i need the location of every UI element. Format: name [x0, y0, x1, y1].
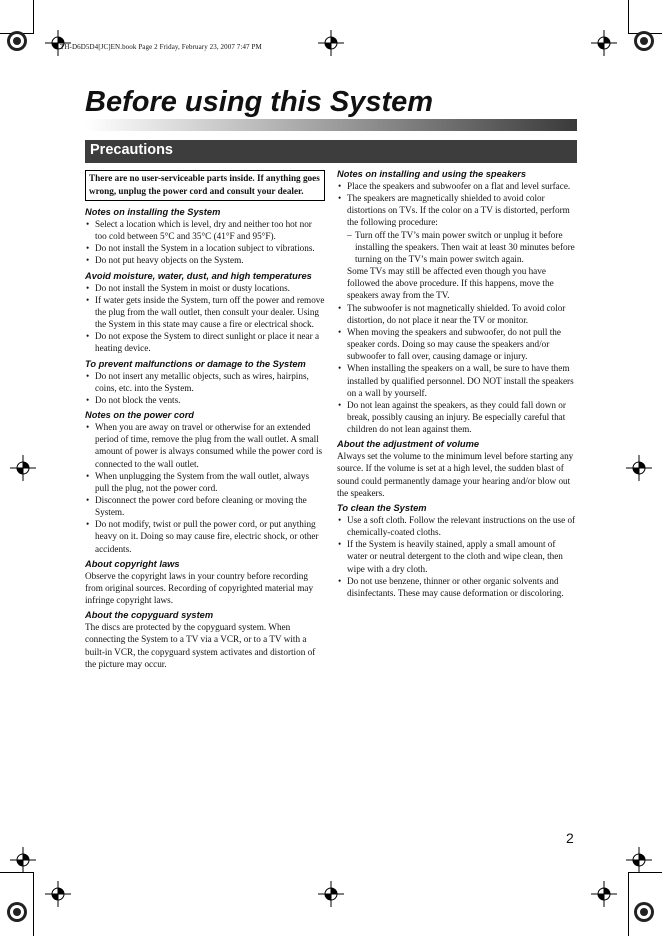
- section-heading: Avoid moisture, water, dust, and high temperatures: [85, 270, 312, 281]
- crosshair-mark-icon: [318, 30, 344, 56]
- list-item: • Do not insert any metallic objects, such as wires, hairpins, coins, etc. into the System.: [85, 370, 325, 394]
- list-item: • Select a location which is level, dry and neither too hot nor too cold between 5°C and 35°C (41°F and 95°F).: [85, 218, 325, 242]
- warning-box: There are no user-serviceable parts inside. If anything goes wrong, unplug the power cord and consult your dealer.: [85, 170, 325, 201]
- list-item: • Do not modify, twist or pull the power cord, or put anything heavy on it. Doing so may cause fire, electric shock, or other accidents.: [85, 518, 325, 554]
- bullet-list: [85, 421, 325, 555]
- section-heading: To prevent malfunctions or damage to the System: [85, 358, 306, 369]
- bullet-list: [85, 218, 325, 267]
- book-header-line: TH-D6D5D4[JC]EN.book Page 2 Friday, February 23, 2007 7:47 PM: [60, 43, 262, 51]
- list-item-text: • The speakers are magnetically shielded to avoid color distortions on TVs. If the color on a TV is distorted, perform the following procedure:: [347, 193, 570, 228]
- list-item: • Do not install the System in moist or dusty locations.: [85, 282, 325, 294]
- crosshair-mark-icon: [318, 881, 344, 907]
- list-item: • Do not expose the System to direct sunlight or place it near a heating device.: [85, 330, 325, 354]
- page-number: 2: [566, 830, 574, 846]
- crosshair-mark-icon: [591, 881, 617, 907]
- list-item: • When unplugging the System from the wall outlet, always pull the plug, not the power cord.: [85, 470, 325, 494]
- left-column: [85, 170, 325, 673]
- crosshair-mark-icon: [591, 30, 617, 56]
- section-heading: Notes on installing and using the speakers: [337, 169, 527, 179]
- list-item-note: Some TVs may still be affected even though you have followed the above procedure. If this happens, move the speakers away from the TV.: [347, 266, 554, 301]
- crosshair-mark-icon: [45, 881, 71, 907]
- list-item: • When installing the speakers on a wall, be sure to have them installed by qualified personnel. DO NOT install the speakers on a wall by yourself.: [337, 362, 577, 398]
- crop-mark: [628, 0, 629, 34]
- crosshair-mark-icon: [10, 847, 36, 873]
- bullet-list: [337, 514, 577, 599]
- list-item: • Do not use benzene, thinner or other organic solvents and disinfectants. These may cause deformation or discoloring.: [337, 575, 577, 599]
- list-item: • If water gets inside the System, turn off the power and remove the plug from the wall outlet, then consult your dealer. Using the System in this state may cause a fire or electrical shock.: [85, 294, 325, 330]
- bullet-list: [85, 282, 325, 355]
- list-item: • If the System is heavily stained, apply a small amount of water or neutral detergent to the cloth and wipe clean, then wipe with a dry cloth.: [337, 538, 577, 574]
- procedure-step: [337, 229, 577, 265]
- list-item: • When you are away on travel or otherwise for an extended period of time, remove the plug from the wall outlet. A small amount of power is always consumed while the power cord is connected to the wall outlet.: [85, 421, 325, 470]
- crosshair-mark-icon: [626, 847, 652, 873]
- list-item: • Do not install the System in a location subject to vibrations.: [85, 242, 325, 254]
- registration-mark-icon: [631, 899, 657, 925]
- page-title: Before using this System: [85, 86, 434, 118]
- crop-mark: [33, 0, 34, 34]
- crosshair-mark-icon: [10, 455, 36, 481]
- right-column: [337, 165, 577, 602]
- section-heading: About the adjustment of volume: [337, 439, 480, 450]
- section-heading: About the copyguard system: [85, 610, 214, 621]
- registration-mark-icon: [631, 28, 657, 54]
- list-item: • When moving the speakers and subwoofer, do not pull the speaker cords. Doing so may cause the speakers and/or subwoofer to fall over, causing damage or injury.: [337, 326, 577, 362]
- crop-mark: [33, 872, 34, 936]
- section-title: Precautions: [90, 142, 173, 158]
- list-item: • Do not put heavy objects on the System.: [85, 254, 325, 266]
- section-heading: To clean the System: [337, 502, 427, 513]
- section-header: [85, 140, 577, 163]
- paragraph: Observe the copyright laws in your country before recording from original sources. Recording of copyrighted material may infringe copyright laws.: [85, 570, 314, 606]
- paragraph: The discs are protected by the copyguard system. When connecting the System to a TV via a VCR, or to a TV with a built-in VCR, the copyguard system activates and distortion of the picture may occur.: [85, 622, 316, 669]
- list-item: • Do not block the vents.: [85, 394, 325, 406]
- dash-marker: –: [347, 229, 352, 240]
- registration-mark-icon: [4, 28, 30, 54]
- list-item: • Do not lean against the speakers, as they could fall down or break, possibly causing an injury. Be especially careful that children do not lean against them.: [337, 399, 577, 435]
- list-item: • Place the speakers and subwoofer on a flat and level surface.: [337, 180, 577, 192]
- list-item: • The subwoofer is not magnetically shielded. To avoid color distortion, do not place it near the TV or monitor.: [337, 302, 577, 326]
- bullet-list: [337, 180, 577, 435]
- crosshair-mark-icon: [626, 455, 652, 481]
- procedure-step-text: Turn off the TV’s main power switch or unplug it before installing the speakers. Then wait at least 30 minutes before turning on the TV’s main power switch again.: [355, 229, 575, 264]
- list-item: • Disconnect the power cord before cleaning or moving the System.: [85, 494, 325, 518]
- crop-mark: [628, 872, 629, 936]
- list-item: • Use a soft cloth. Follow the relevant instructions on the use of chemically-coated cloths.: [337, 514, 577, 538]
- list-item: [337, 192, 577, 301]
- registration-mark-icon: [4, 899, 30, 925]
- title-gradient-bar: [85, 119, 577, 131]
- section-heading: Notes on the power cord: [85, 410, 194, 421]
- bullet-list: [85, 370, 325, 406]
- section-heading: Notes on installing the System: [85, 207, 221, 217]
- paragraph: Always set the volume to the minimum level before starting any source. If the volume is set at a high level, the sudden blast of sound could permanently damage your hearing and/or blow out the speakers.: [337, 451, 574, 498]
- section-heading: About copyright laws: [85, 558, 180, 569]
